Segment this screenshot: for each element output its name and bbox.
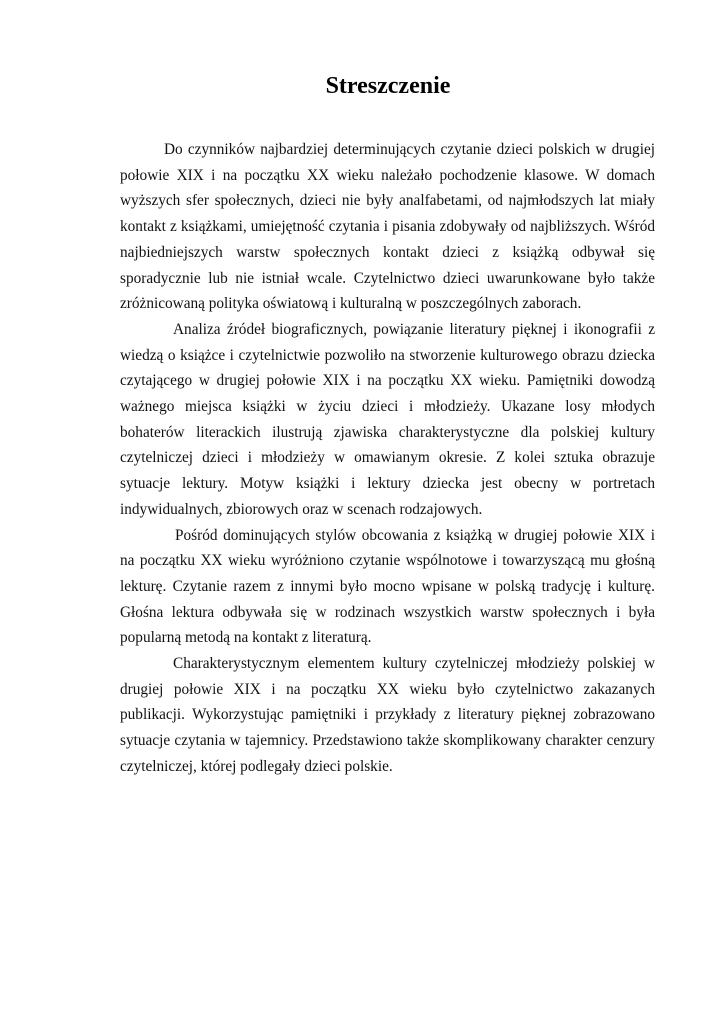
abstract-body (120, 137, 655, 780)
page-title: Streszczenie (325, 73, 451, 99)
paragraph-2: Analiza źródeł biograficznych, powiązanie literatury pięknej i ikonografii z wiedzą o książce i czytelnictwie pozwoliło na stworzenie kulturowego obrazu dziecka czytającego w drugiej połowie XIX i na początku XX wieku. Pamiętniki dowodzą ważnego miejsca książki w życiu dzieci i młodzieży. Ukazane losy młodych bohaterów literackich ilustrują zjawiska charakterystyczne dla polskiej kultury czytelniczej dzieci i młodzieży w omawianym okresie. Z kolei sztuka obrazuje sytuacje lektury. Motyw książki i lektury dziecka jest obecny w portretach indywidualnych, zbiorowych oraz w scenach rodzajowych. (120, 320, 655, 518)
paragraph-3: Pośród dominujących stylów obcowania z książką w drugiej połowie XIX i na początku XX wieku wyróżniono czytanie wspólnotowe i towarzyszącą mu głośną lekturę. Czytanie razem z innymi było mocno wpisane w polską tradycję i kulturę. Głośna lektura odbywała się w rodzinach wszystkich warstw społecznych i była popularną metodą na kontakt z literaturą. (120, 526, 655, 647)
paragraph-1: Do czynników najbardziej determinujących czytanie dzieci polskich w drugiej połowie XIX i na początku XX wieku należało pochodzenie klasowe. W domach wyższych sfer społecznych, dzieci nie były analfabetami, od najmłodszych lat miały kontakt z książkami, umiejętność czytania i pisania zdobywały od najbliższych. Wśród najbiedniejszych warstw społecznych kontakt dzieci z książką odbywał się sporadycznie lub nie istniał wcale. Czytelnictwo dzieci uwarunkowane było także zróżnicowaną polityka oświatową i kulturalną w poszczególnych zaborach. (120, 141, 655, 313)
paragraph-4: Charakterystycznym elementem kultury czytelniczej młodzieży polskiej w drugiej połowie XIX i na początku XX wieku było czytelnictwo zakazanych publikacji. Wykorzystując pamiętniki i przykłady z literatury pięknej zobrazowano sytuacje czytania w tajemnicy. Przedstawiono także skomplikowany charakter cenzury czytelniczej, której podlegały dzieci polskie. (120, 655, 655, 775)
